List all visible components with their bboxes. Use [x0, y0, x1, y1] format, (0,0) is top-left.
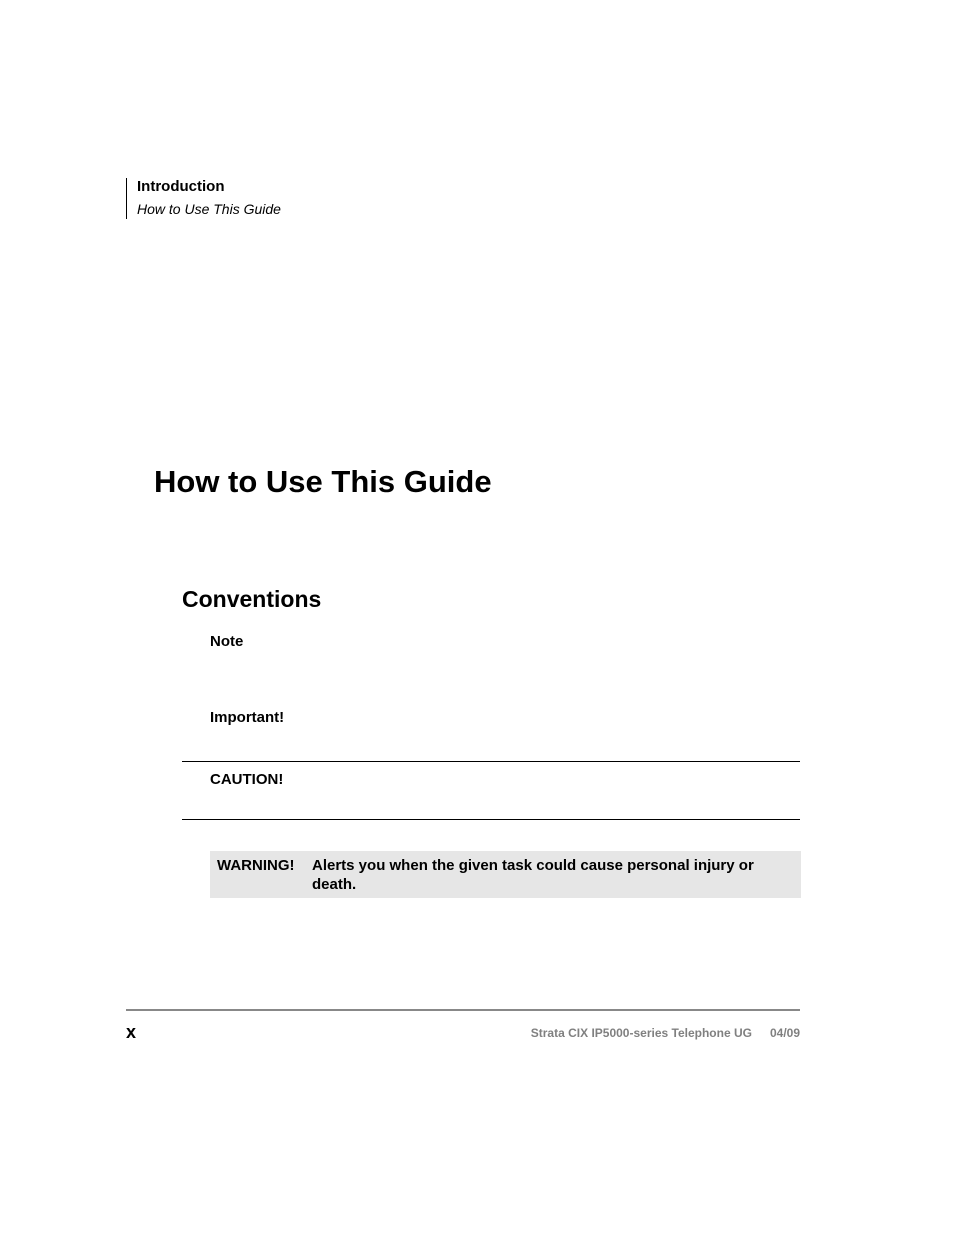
warning-text: Alerts you when the given task could cause personal injury or death.	[312, 857, 754, 893]
page-title: How to Use This Guide	[154, 464, 492, 499]
caution-top-rule	[182, 761, 800, 762]
footer-text	[531, 1026, 800, 1041]
caution-label: CAUTION!	[210, 771, 284, 788]
footer-date: 04/09	[769, 1026, 800, 1040]
section-heading-conventions: Conventions	[182, 586, 322, 612]
page-number: x	[126, 1022, 137, 1042]
caution-bottom-rule	[182, 819, 800, 820]
running-header	[126, 178, 281, 219]
footer-document-title: Strata CIX IP5000-series Telephone UG	[530, 1026, 752, 1040]
important-label: Important!	[210, 709, 285, 726]
header-chapter: Introduction	[137, 178, 225, 195]
warning-box	[210, 851, 801, 898]
footer-rule	[126, 1009, 800, 1011]
header-section: How to Use This Guide	[137, 201, 281, 217]
warning-label: WARNING!	[217, 857, 295, 874]
note-label: Note	[210, 633, 244, 650]
